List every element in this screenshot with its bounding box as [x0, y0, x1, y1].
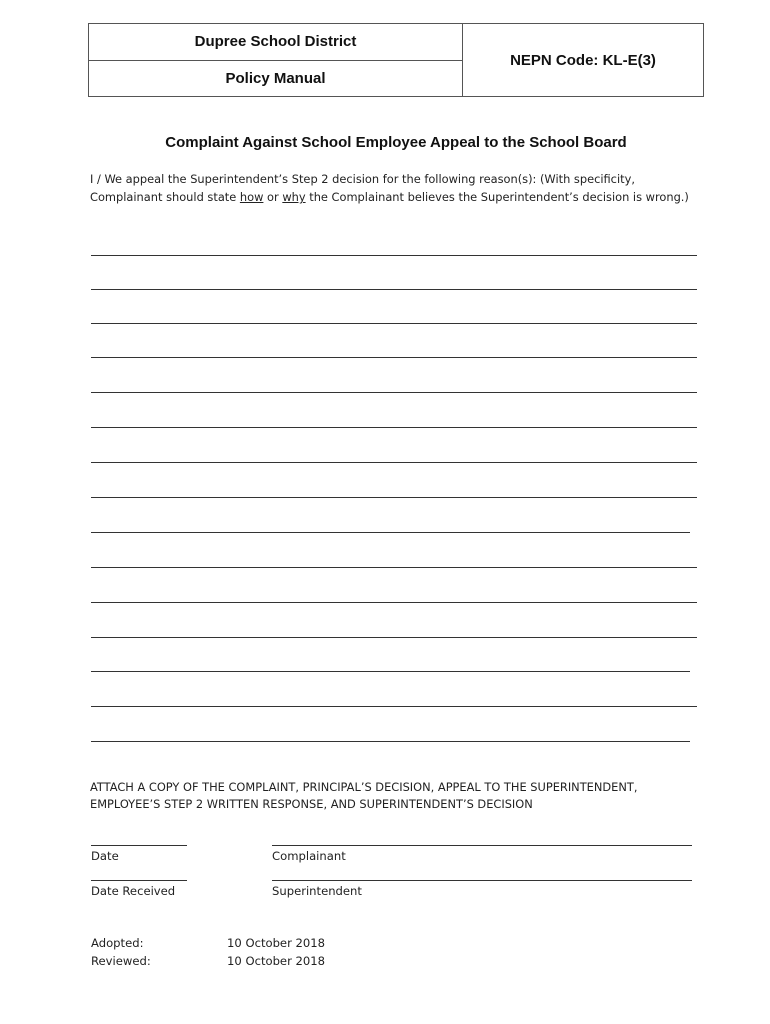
- reason-line[interactable]: [91, 706, 697, 707]
- intro-line-1: I / We appeal the Superintendent’s Step 2 decision for the following reason(s): (With specificity,: [90, 172, 635, 186]
- district-name: Dupree School District: [194, 33, 357, 51]
- reason-line[interactable]: [91, 392, 697, 393]
- adopted-date: 10 October 2018: [227, 936, 326, 950]
- header-table: [88, 23, 704, 97]
- complainant-line[interactable]: [272, 845, 692, 846]
- reason-line[interactable]: [91, 671, 690, 672]
- intro-line-2: [90, 188, 710, 206]
- reviewed-date: 10 October 2018: [227, 954, 326, 968]
- reason-line[interactable]: [91, 255, 697, 256]
- complainant-label: Complainant: [272, 849, 346, 863]
- reason-line[interactable]: [91, 741, 690, 742]
- reason-line[interactable]: [91, 357, 697, 358]
- adopted-label: Adopted:: [91, 936, 144, 950]
- form-title: Complaint Against School Employee Appeal to the School Board: [165, 134, 627, 151]
- reviewed-label: Reviewed:: [91, 954, 151, 968]
- intro-text: [90, 170, 710, 206]
- date-label: Date: [91, 849, 119, 863]
- reason-line[interactable]: [91, 462, 697, 463]
- reason-line[interactable]: [91, 602, 697, 603]
- header-left-column: [89, 24, 463, 96]
- attach-line-2: EMPLOYEE’S STEP 2 WRITTEN RESPONSE, AND SUPERINTENDENT’S DECISION: [90, 797, 533, 811]
- reason-line[interactable]: [91, 532, 690, 533]
- nepn-code: NEPN Code: KL-E(3): [510, 51, 656, 69]
- reason-line[interactable]: [91, 567, 697, 568]
- reason-line[interactable]: [91, 323, 697, 324]
- superintendent-line[interactable]: [272, 880, 692, 881]
- attach-line-1: ATTACH A COPY OF THE COMPLAINT, PRINCIPAL’S DECISION, APPEAL TO THE SUPERINTENDENT,: [90, 780, 638, 794]
- reason-line[interactable]: [91, 637, 697, 638]
- intro-line-2-end: the Complainant believes the Superintendent’s decision is wrong.): [305, 190, 689, 204]
- intro-or: or: [263, 190, 283, 204]
- reason-line[interactable]: [91, 497, 697, 498]
- intro-line-2-start: Complainant should state: [90, 190, 240, 204]
- reason-line[interactable]: [91, 289, 697, 290]
- date-line[interactable]: [91, 845, 187, 846]
- superintendent-label: Superintendent: [272, 884, 362, 898]
- date-received-label: Date Received: [91, 884, 176, 898]
- reason-line[interactable]: [91, 427, 697, 428]
- date-received-line[interactable]: [91, 880, 187, 881]
- how-underlined: how: [239, 190, 264, 204]
- attach-instructions: [90, 779, 710, 813]
- why-underlined: why: [282, 190, 306, 204]
- policy-manual-label: Policy Manual: [89, 60, 462, 97]
